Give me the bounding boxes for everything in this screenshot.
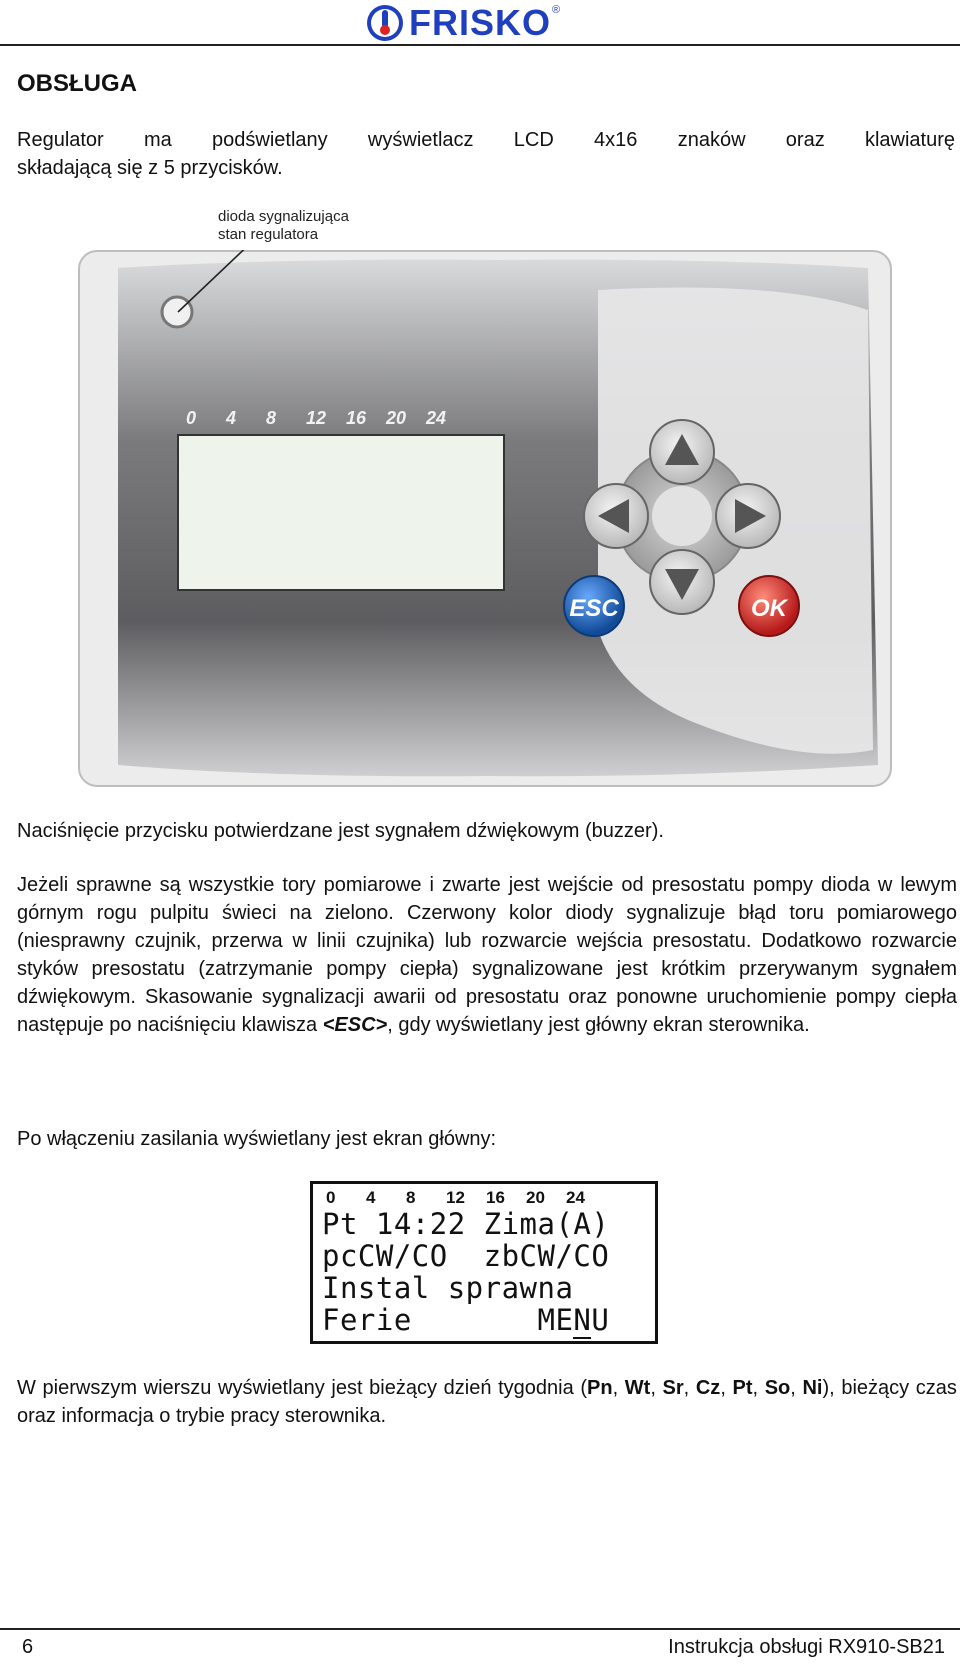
brand-name: FRISKO <box>409 2 552 43</box>
controller-panel-illustration <box>78 250 892 787</box>
first-row-paragraph: W pierwszym wierszu wyświetlany jest bieżący dzień tygodnia (Pn, Wt, Sr, Cz, Pt, So, Ni), bieżący czas oraz informacja o trybie pracy sterownika. <box>17 1377 957 1427</box>
ok-button[interactable] <box>739 576 799 636</box>
lcd-cursor <box>573 1337 591 1339</box>
document-title: Instrukcja obsługi RX910-SB21 <box>668 1636 945 1658</box>
registered-mark: ® <box>552 4 561 16</box>
up-arrow-button[interactable] <box>650 420 714 484</box>
panel-scale-label: 20 <box>386 408 407 428</box>
day-ni: Ni <box>802 1377 823 1399</box>
day-pn: Pn <box>587 1377 613 1399</box>
led-callout <box>218 208 349 244</box>
buzzer-paragraph: Naciśnięcie przycisku potwierdzane jest sygnałem dźwiękowym (buzzer). <box>17 820 664 842</box>
esc-button-label: ESC <box>569 595 619 622</box>
power-on-paragraph: Po włączeniu zasilania wyświetlany jest ekran główny: <box>17 1128 497 1150</box>
lcd-scale-label: 12 <box>446 1188 465 1207</box>
day-so: So <box>764 1377 791 1399</box>
lcd-line-3: Instal sprawna <box>322 1271 574 1305</box>
status-led-paragraph <box>17 871 957 1039</box>
panel-scale-label: 16 <box>346 408 367 428</box>
lcd-hour-scale <box>326 1188 646 1208</box>
lcd-main-screen-sample <box>310 1181 658 1344</box>
lcd-line-4: Ferie MENU <box>322 1303 610 1337</box>
thermometer-logo-icon <box>365 3 405 43</box>
right-arrow-button[interactable] <box>716 484 780 548</box>
day-wt: Wt <box>624 1377 651 1399</box>
callout-line-1: dioda sygnalizująca <box>218 208 349 225</box>
left-arrow-button[interactable] <box>584 484 648 548</box>
lcd-line-2: pcCW/CO zbCW/CO <box>322 1239 610 1273</box>
lcd-scale-label: 24 <box>566 1188 585 1207</box>
lcd-scale-label: 20 <box>526 1188 545 1207</box>
panel-scale-label: 8 <box>266 408 277 428</box>
status-paragraph-text: Jeżeli sprawne są wszystkie tory pomiarowe i zwarte jest wejście od presostatu pompy dioda w lewym górnym rogu pulpitu świeci na zielono. Czerwony kolor diody sygnalizuje błąd toru pomiarowego (niesprawny czujnik, przerwa w linii czujnika) lub rozwarcie wejścia presostatu. Dodatkowo rozwarcie styków presostatu (zatrzymanie pompy ciepła) sygnalizowane jest krótkim przerywanym sygnałem dźwiękowym. Skasowanie sygnalizacji awarii od presostatu oraz ponowne uruchomienie pompy ciepła następuje po naciśnięciu klawisza <box>17 874 957 1036</box>
lcd-scale-label: 8 <box>406 1188 416 1207</box>
header-divider <box>0 44 960 46</box>
lcd-scale-label: 16 <box>486 1188 505 1207</box>
down-arrow-button[interactable] <box>650 550 714 614</box>
intro-line-1: Regulator ma podświetlany wyświetlacz LCD 4x16 znaków oraz klawiaturę <box>17 129 955 151</box>
panel-scale-label: 0 <box>186 408 197 428</box>
first-row-intro: W pierwszym wierszu wyświetlany jest bieżący dzień tygodnia ( <box>17 1377 588 1399</box>
ok-button-label: OK <box>751 595 787 622</box>
panel-scale-label: 4 <box>226 408 237 428</box>
lcd-screen <box>178 435 504 590</box>
first-row-outro: ), bieżący czas oraz informacja o trybie pracy sterownika. <box>17 1377 957 1427</box>
status-led <box>162 297 192 327</box>
section-title: OBSŁUGA <box>17 70 137 97</box>
day-sr: Sr <box>662 1377 684 1399</box>
lcd-scale-label: 0 <box>326 1188 336 1207</box>
intro-line-2: składającą się z 5 przycisków. <box>17 157 283 179</box>
lcd-line-1: Pt 14:22 Zima(A) <box>322 1207 610 1241</box>
footer-divider <box>0 1628 960 1630</box>
panel-scale-label: 24 <box>426 408 447 428</box>
day-pt: Pt <box>732 1377 753 1399</box>
day-cz: Cz <box>695 1377 721 1399</box>
esc-button[interactable] <box>564 576 624 636</box>
callout-line-2: stan regulatora <box>218 226 319 243</box>
panel-scale-label: 12 <box>306 408 327 428</box>
status-paragraph-tail: , gdy wyświetlany jest główny ekran sterownika. <box>387 1014 810 1036</box>
lcd-scale-label: 4 <box>366 1188 376 1207</box>
esc-key-reference: <ESC> <box>322 1014 388 1036</box>
brand-logo <box>365 2 560 44</box>
page-number: 6 <box>22 1636 34 1658</box>
